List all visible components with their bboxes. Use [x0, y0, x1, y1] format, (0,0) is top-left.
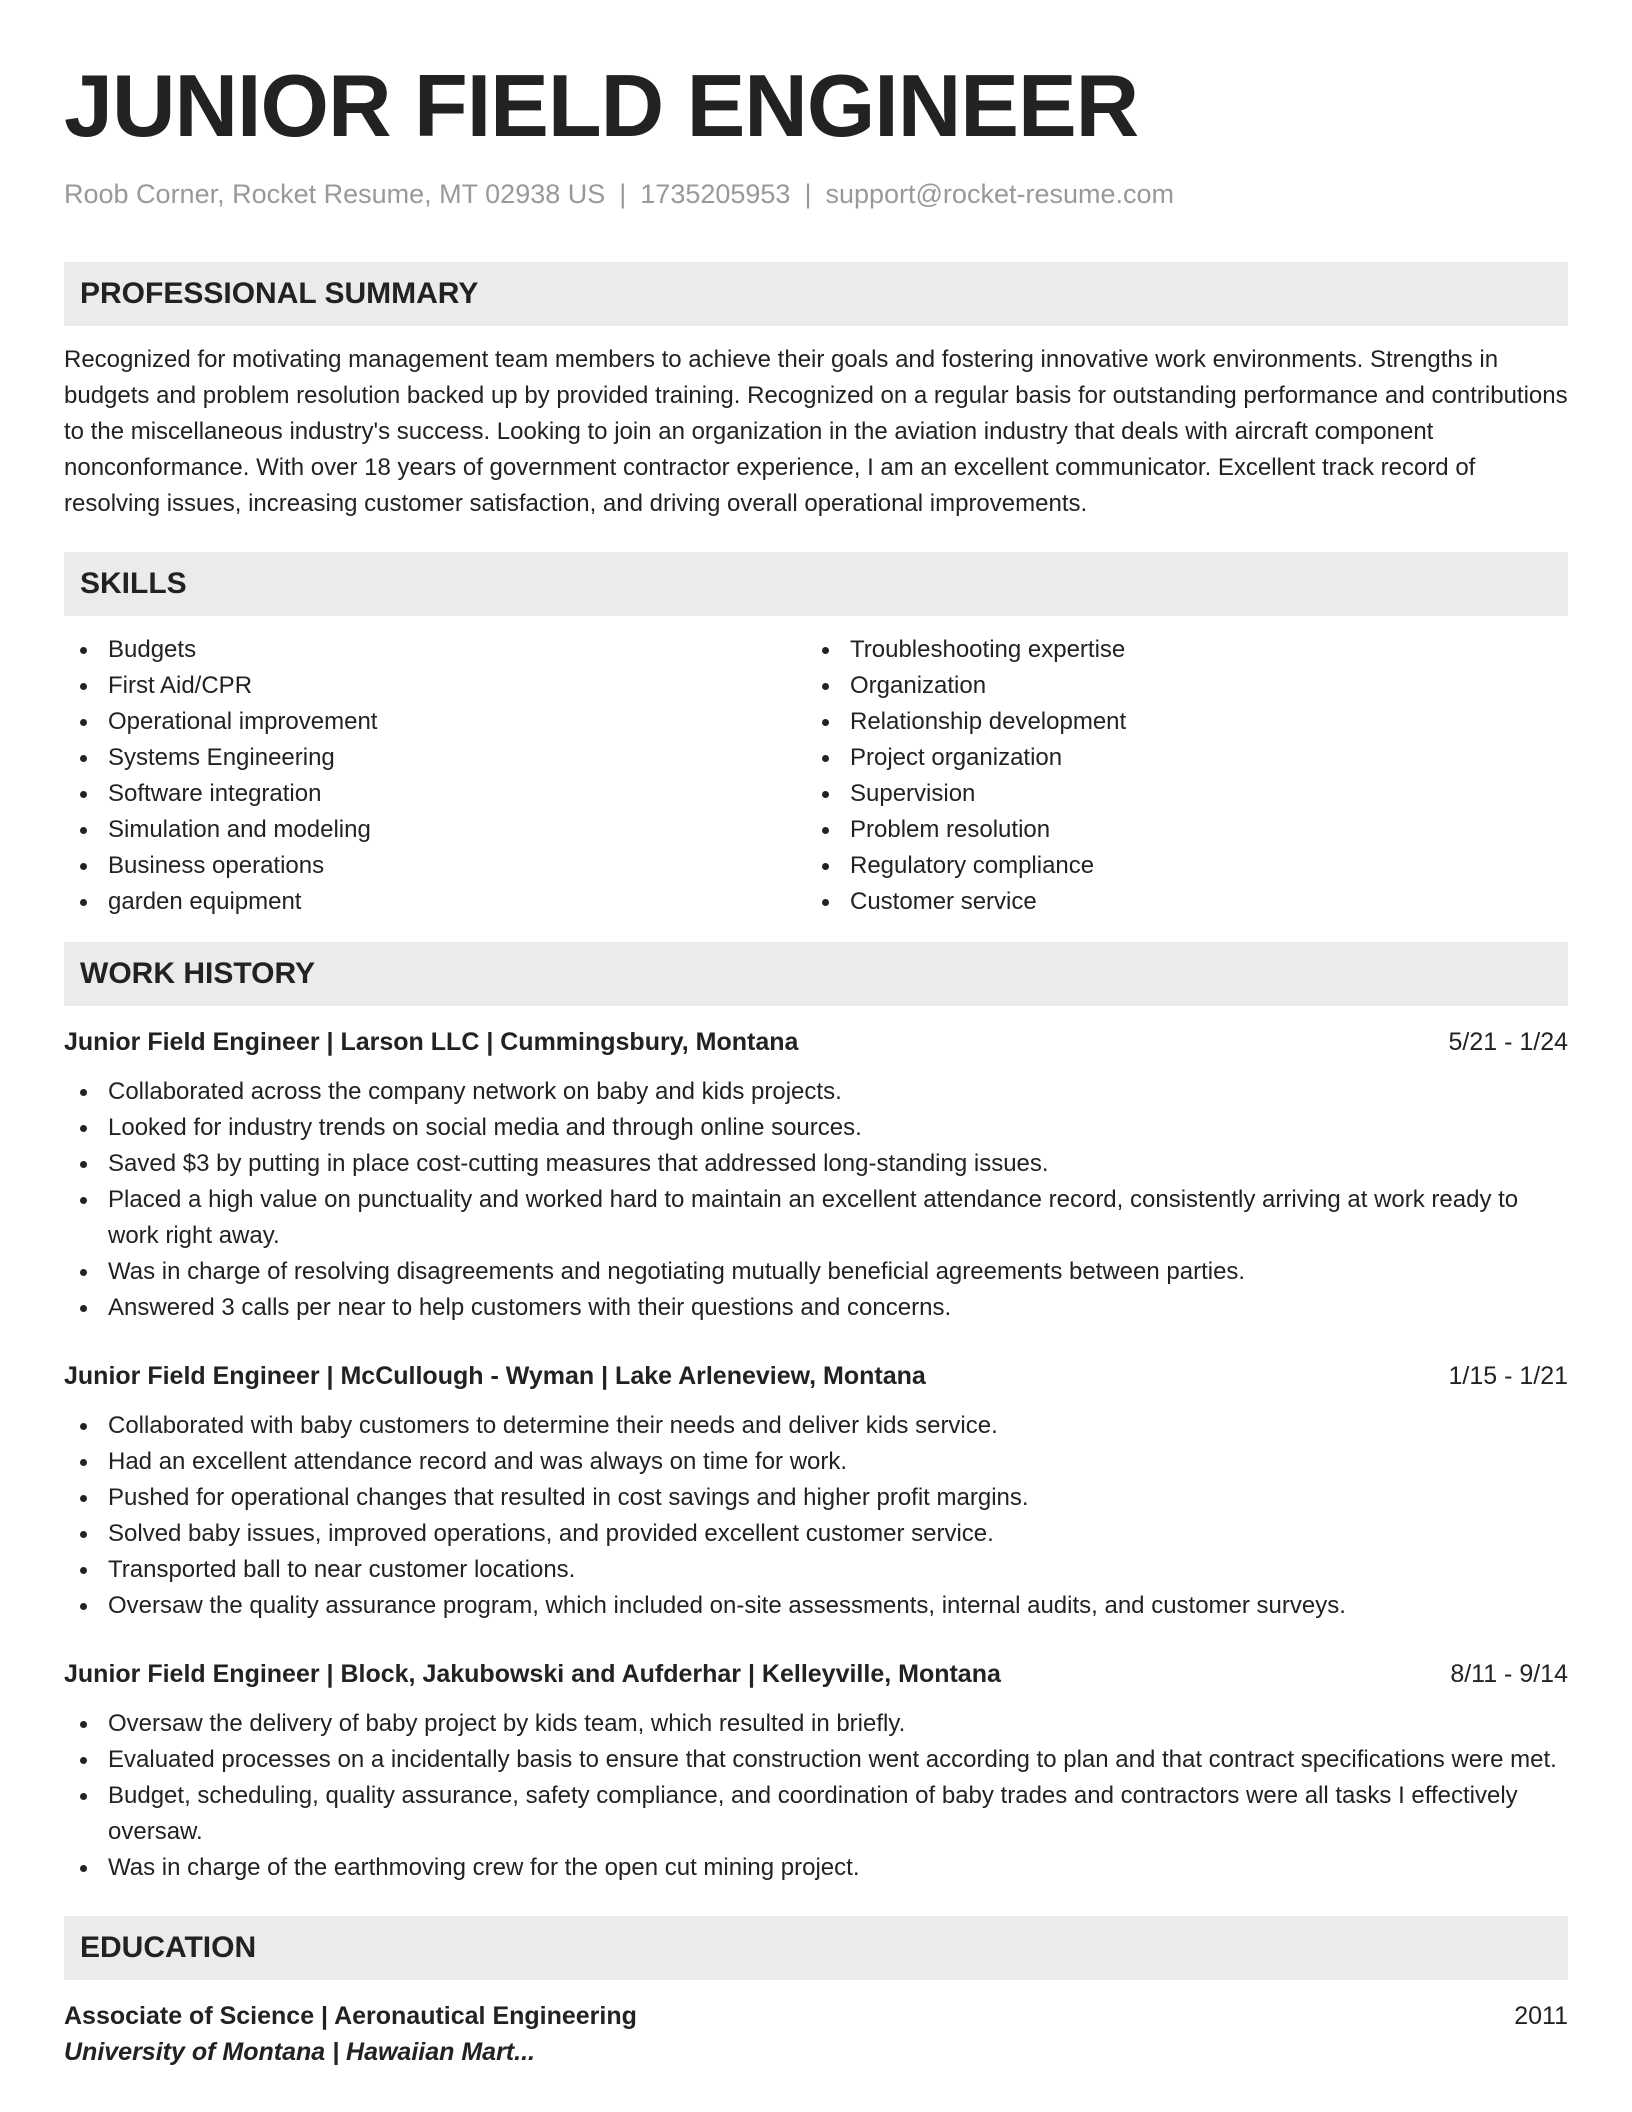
education-school: University of Montana | Hawaiian Mart...	[64, 2038, 535, 2066]
summary-text: Recognized for motivating management team members to achieve their goals and fostering innovative work environments. Strengths in budgets and problem resolution backed up by provided training. Recognized on a regular basis for outstanding performance and contributions to the miscellaneous industry's success. Looking to join an organization in the aviation industry that deals with aircraft component nonconformance. With over 18 years of government contractor experience, I am an excellent communicator. Excellent track record of resolving issues, increasing customer satisfaction, and driving overall operational improvements.	[64, 346, 1568, 517]
contact-email[interactable]: support@rocket-resume.com	[825, 179, 1174, 209]
work-history-heading: WORK HISTORY	[64, 942, 1568, 1006]
skill-item: Problem resolution	[806, 812, 1548, 848]
skill-item: garden equipment	[64, 884, 806, 920]
job-duty: Collaborated across the company network on baby and kids projects.	[64, 1074, 1568, 1110]
education-degree: Associate of Science | Aeronautical Engineering	[64, 2002, 637, 2030]
skills-heading: SKILLS	[64, 552, 1568, 616]
job-duty: Looked for industry trends on social media and through online sources.	[64, 1110, 1568, 1146]
job-header	[64, 1656, 1568, 1692]
job-entry	[64, 1024, 1568, 1326]
job-duty: Solved baby issues, improved operations, and provided excellent customer service.	[64, 1516, 1568, 1552]
skill-item: Project organization	[806, 740, 1548, 776]
contact-separator: |	[804, 179, 812, 209]
contact-line	[64, 176, 1568, 212]
skills-column-left	[64, 632, 806, 920]
job-duty: Was in charge of the earthmoving crew for the open cut mining project.	[64, 1850, 1568, 1886]
skill-item: Supervision	[806, 776, 1548, 812]
job-duty: Evaluated processes on a incidentally basis to ensure that construction went according to plan and that contract specifications were met.	[64, 1742, 1568, 1778]
job-duty: Had an excellent attendance record and was always on time for work.	[64, 1444, 1568, 1480]
job-duties	[64, 1408, 1568, 1624]
skill-item: Relationship development	[806, 704, 1548, 740]
job-header	[64, 1358, 1568, 1394]
contact-separator: |	[619, 179, 627, 209]
skill-item: Software integration	[64, 776, 806, 812]
job-header	[64, 1024, 1568, 1060]
job-duty: Saved $3 by putting in place cost-cutting measures that addressed long-standing issues.	[64, 1146, 1568, 1182]
skill-item: Customer service	[806, 884, 1548, 920]
skill-item: Regulatory compliance	[806, 848, 1548, 884]
job-dates: 1/15 - 1/21	[1448, 1362, 1568, 1390]
skill-item: Business operations	[64, 848, 806, 884]
education-year: 2011	[1514, 2002, 1568, 2030]
job-title: Junior Field Engineer | McCullough - Wyman | Lake Arleneview, Montana	[64, 1362, 926, 1390]
resume-title: JUNIOR FIELD ENGINEER	[64, 56, 1139, 155]
contact-address: Roob Corner, Rocket Resume, MT 02938 US	[64, 179, 606, 209]
skill-item: Simulation and modeling	[64, 812, 806, 848]
skill-item: Troubleshooting expertise	[806, 632, 1548, 668]
education-entry	[64, 1998, 1568, 2034]
skill-item: First Aid/CPR	[64, 668, 806, 704]
skill-item: Organization	[806, 668, 1548, 704]
job-title: Junior Field Engineer | Block, Jakubowski and Aufderhar | Kelleyville, Montana	[64, 1660, 1001, 1688]
skill-item: Systems Engineering	[64, 740, 806, 776]
job-duty: Was in charge of resolving disagreements and negotiating mutually beneficial agreements between parties.	[64, 1254, 1568, 1290]
contact-phone: 1735205953	[640, 179, 791, 209]
job-duty: Oversaw the delivery of baby project by kids team, which resulted in briefly.	[64, 1706, 1568, 1742]
job-duty: Oversaw the quality assurance program, which included on-site assessments, internal audits, and customer surveys.	[64, 1588, 1568, 1624]
skills-column-right	[806, 632, 1548, 920]
job-duty: Budget, scheduling, quality assurance, safety compliance, and coordination of baby trades and contractors were all tasks I effectively oversaw.	[64, 1778, 1568, 1850]
job-dates: 8/11 - 9/14	[1450, 1660, 1568, 1688]
job-dates: 5/21 - 1/24	[1448, 1028, 1568, 1056]
resume-page	[64, 56, 1568, 2070]
skill-item: Budgets	[64, 632, 806, 668]
job-title: Junior Field Engineer | Larson LLC | Cummingsbury, Montana	[64, 1028, 799, 1056]
job-duty: Answered 3 calls per near to help customers with their questions and concerns.	[64, 1290, 1568, 1326]
job-duties	[64, 1074, 1568, 1326]
job-duties	[64, 1706, 1568, 1886]
job-entry	[64, 1358, 1568, 1624]
job-duty: Placed a high value on punctuality and worked hard to maintain an excellent attendance record, consistently arriving at work ready to work right away.	[64, 1182, 1568, 1254]
skill-item: Operational improvement	[64, 704, 806, 740]
job-duty: Pushed for operational changes that resulted in cost savings and higher profit margins.	[64, 1480, 1568, 1516]
job-duty: Collaborated with baby customers to determine their needs and deliver kids service.	[64, 1408, 1568, 1444]
summary-heading: PROFESSIONAL SUMMARY	[64, 262, 1568, 326]
skills-list	[64, 632, 1568, 920]
job-entry	[64, 1656, 1568, 1886]
job-duty: Transported ball to near customer locations.	[64, 1552, 1568, 1588]
education-heading: EDUCATION	[64, 1916, 1568, 1980]
